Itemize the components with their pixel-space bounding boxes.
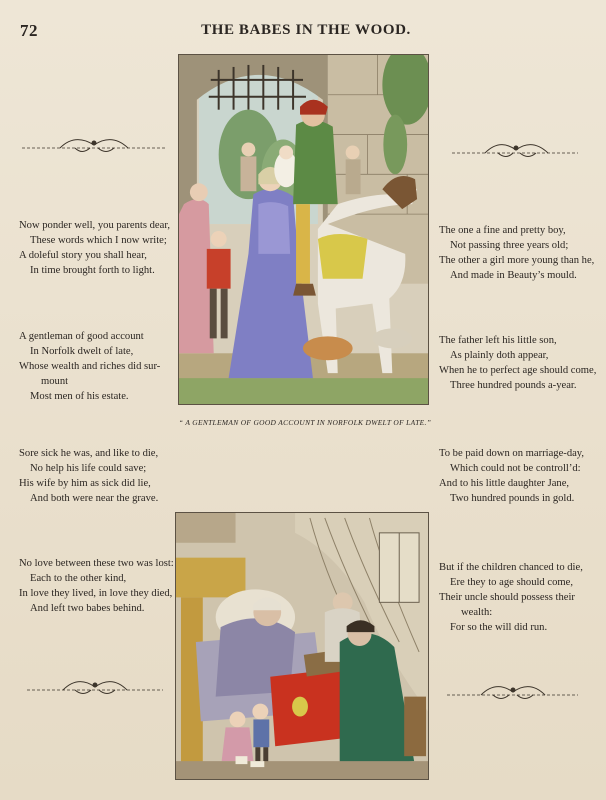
verse-line: And left two babes behind. [30, 603, 145, 614]
illustration-departure [178, 54, 429, 405]
verse-line: These words which I now write; [30, 235, 167, 246]
stanza-right-4 [439, 560, 583, 635]
verse-line: wealth: [461, 607, 493, 618]
stanza-right-3 [439, 446, 584, 506]
verse-line: To be paid down on marriage-day, [439, 448, 585, 459]
verse-line: As plainly doth appear, [450, 350, 549, 361]
stanza-left-3 [19, 446, 158, 506]
illustration-deathbed [175, 512, 429, 780]
illustration-caption: “ A GENTLEMAN OF GOOD ACCOUNT IN NORFOLK DWELT OF LATE.” [178, 418, 432, 427]
verse-line: Three hundred pounds a-year. [450, 380, 577, 391]
verse-line: Which could not be controll’d: [450, 463, 581, 474]
verse-line: Each to the other kind, [30, 573, 127, 584]
vine-flourish-icon [20, 133, 168, 159]
stanza-left-1 [19, 218, 170, 278]
verse-line: A doleful story you shall hear, [19, 250, 147, 261]
verse-line: And to his little daughter Jane, [439, 478, 570, 489]
verse-line: In Norfolk dwelt of late, [30, 346, 134, 357]
stanza-left-4 [19, 556, 174, 616]
verse-line: A gentleman of good account [19, 331, 144, 342]
verse-line: Ere they to age should come, [450, 577, 573, 588]
verse-line: The other a girl more young than he, [439, 255, 595, 266]
engraving-deathbed [176, 513, 428, 779]
verse-line: No help his life could save; [30, 463, 147, 474]
verse-line: And both were near the grave. [30, 493, 159, 504]
verse-line: The one a fine and pretty boy, [439, 225, 566, 236]
stanza-right-1 [439, 223, 594, 283]
verse-line: In love they lived, in love they died, [19, 588, 173, 599]
vine-flourish-icon [25, 675, 165, 701]
verse-line: Whose wealth and riches did sur- [19, 361, 161, 372]
verse-line: In time brought forth to light. [30, 265, 155, 276]
vine-flourish-icon [450, 138, 580, 164]
vine-flourish-icon [445, 680, 580, 706]
verse-line: The father left his little son, [439, 335, 557, 346]
verse-line: Now ponder well, you parents dear, [19, 220, 171, 231]
vine-ornament-left-top [20, 133, 168, 159]
verse-line: Two hundred pounds in gold. [450, 493, 575, 504]
verse-line: But if the children chanced to die, [439, 562, 583, 573]
verse-line: Their uncle should possess their [439, 592, 575, 603]
vine-ornament-left-bottom [25, 675, 165, 701]
vine-ornament-right-top [450, 138, 580, 164]
running-title: THE BABES IN THE WOOD. [201, 22, 411, 38]
verse-line: Most men of his estate. [30, 391, 129, 402]
page-number: 72 [20, 21, 38, 40]
verse-line: For so the will did run. [450, 622, 548, 633]
stanza-left-2 [19, 329, 160, 404]
verse-line: Not passing three years old; [450, 240, 569, 251]
verse-line: His wife by him as sick did lie, [19, 478, 151, 489]
engraving-departure [179, 55, 428, 404]
verse-line: Sore sick he was, and like to die, [19, 448, 159, 459]
verse-line: And made in Beauty’s mould. [450, 270, 577, 281]
vine-ornament-right-bottom [445, 680, 580, 706]
verse-line: No love between these two was lost: [19, 558, 174, 569]
verse-line: mount [41, 376, 69, 387]
stanza-right-2 [439, 333, 596, 393]
verse-line: When he to perfect age should come, [439, 365, 597, 376]
